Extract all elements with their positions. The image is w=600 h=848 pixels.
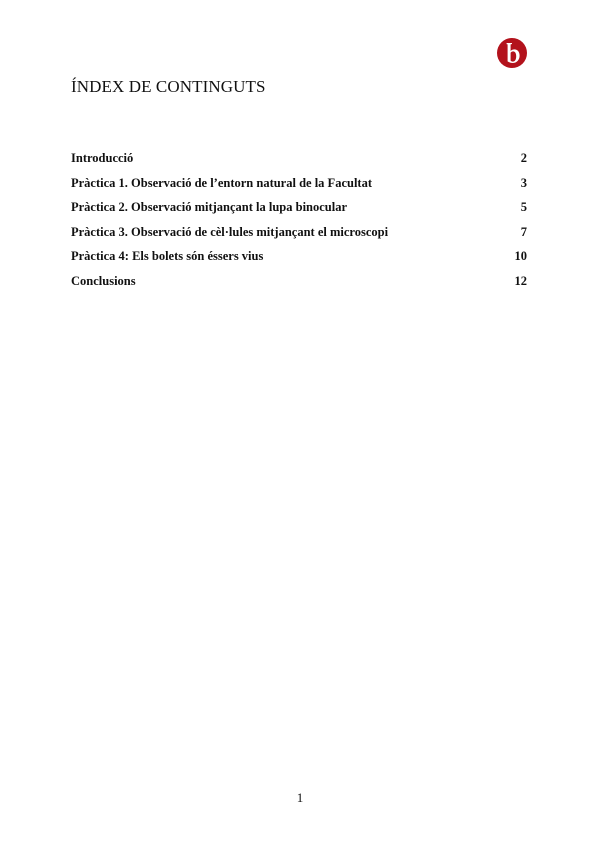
toc-entry-label: Introducció — [71, 151, 134, 165]
letter-b-glyph-icon — [502, 42, 522, 64]
toc-entry[interactable] — [71, 225, 527, 250]
toc-entry-page-number: 3 — [520, 175, 527, 190]
toc-entry[interactable] — [71, 200, 527, 225]
toc-entry-page-number: 5 — [520, 200, 527, 215]
page-title: ÍNDEX DE CONTINGUTS — [71, 77, 266, 96]
toc-entry[interactable] — [71, 249, 527, 274]
toc-entry-label: Conclusions — [71, 273, 136, 288]
table-of-contents — [71, 151, 527, 299]
toc-entry-label: Pràctica 4: Els bolets són éssers vius — [71, 249, 264, 264]
toc-entry-page-number: 7 — [520, 224, 527, 239]
toc-entry[interactable] — [71, 274, 527, 299]
toc-entry-page-number: 12 — [514, 273, 527, 288]
page-number: 1 — [296, 790, 304, 805]
toc-entry-label: Pràctica 2. Observació mitjançant la lupa binocular — [71, 200, 348, 215]
toc-entry[interactable] — [71, 151, 527, 176]
toc-entry[interactable] — [71, 176, 527, 201]
toc-entry-label: Pràctica 1. Observació de l’entorn natural de la Facultat — [71, 175, 372, 190]
toc-entry-page-number: 2 — [520, 151, 527, 165]
toc-entry-label: Pràctica 3. Observació de cèl·lules mitjançant el microscopi — [71, 224, 389, 239]
university-logo-icon — [497, 38, 527, 68]
toc-entry-page-number: 10 — [514, 249, 527, 264]
